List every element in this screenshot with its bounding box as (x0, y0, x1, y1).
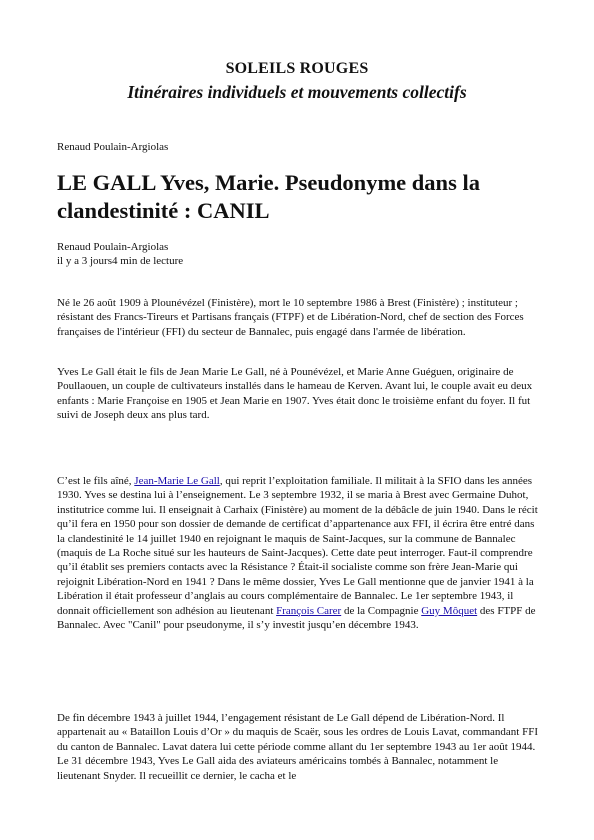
read-time: il y a 3 jours4 min de lecture (57, 255, 184, 267)
paragraph-resistance (57, 474, 541, 632)
link-jean-marie-le-gall[interactable]: Jean-Marie Le Gall (134, 475, 220, 487)
site-title: SOLEILS ROUGES (225, 60, 369, 77)
paragraph-liberation-nord: De fin décembre 1943 à juillet 1944, l’engagement résistant de Le Gall dépend de Libération-Nord. Il appartenait au « Bataillon Louis d’Or » du maquis de Scaër, sous les ordres de Louis Lavat, commandant FFI du canton de Bannalec. Lavat datera lui cette période comme allant du 1er septembre 1943 au 1er août 1944. Le 31 décembre 1943, Yves Le Gall aida des aviateurs américains tombés à Bannalec, notamment le lieutenant Snyder. Il recueillit ce dernier, le cacha et le (57, 712, 539, 782)
article-meta (57, 240, 183, 268)
text-segment: C’est le fils aîné, (57, 475, 135, 487)
author-byline-top: Renaud Poulain-Argiolas (57, 141, 169, 153)
author-name: Renaud Poulain-Argiolas (57, 241, 169, 253)
text-segment: , qui reprit l’exploitation familiale. Il militait à la SFIO dans les années 1930. Yves se destina lui à l’enseignement. Le 3 septembre 1932, il se maria à Brest avec Germaine Duhot, institutrice comme lui. Il enseignait à Carhaix (Finistère) au moment de la débâcle de juin 1940. Dans le récit qu’il fera en 1950 pour son dossier de demande de certificat d’appartenance aux FFI, il écrira être entré dans la clandestinité le 14 juillet 1940 en rejoignant le maquis de Saint-Jacques, sur la commune de Bannalec (maquis de La Roche situé sur les hauteurs de Saint-Jacques). Cette date peut interroger. Faut-il comprendre qu’il établit ses premiers contacts avec la Résistance ? Était-il socialiste comme son frère Jean-Marie qui rejoignit Libération-Nord en 1941 ? Dans le même dossier, Yves Le Gall mentionne que de janvier 1941 à la Libération il était professeur d’anglais au cours complémentaire de Bannalec. Le 1er septembre 1943, il donnait officiellement son adhésion au lieutenant (57, 475, 538, 617)
text-segment: des FTPF de Bannalec. Avec "Canil" pour pseudonyme, il s’y investit jusqu’en décembre 1943. (57, 604, 536, 632)
site-subtitle: Itinéraires individuels et mouvements collectifs (127, 82, 467, 102)
article-title: LE GALL Yves, Marie. Pseudonyme dans la clandestinité : CANIL (57, 170, 480, 223)
link-guy-moquet[interactable]: Guy Môquet (421, 604, 478, 617)
paragraph-intro: Né le 26 août 1909 à Plounévézel (Finistère), mort le 10 septembre 1986 à Brest (Finistère) ; instituteur ; résistant des Francs-Tireurs et Partisans français (FTPF) et de Libération-Nord, chef de section des Forces françaises de l'intérieur (FFI) du secteur de Bannalec, puis engagé dans l'armée de libération. (57, 297, 524, 338)
paragraph-family: Yves Le Gall était le fils de Jean Marie Le Gall, né à Pounévézel, et Marie Anne Guéguen, originaire de Poullaouen, un couple de cultivateurs installés dans le hameau de Kerven. Avant lui, le couple avait eu deux enfants : Marie Françoise en 1905 et Jean Marie en 1907. Yves était donc le troisième enfant du foyer. Il fut suivi de Joseph deux ans plus tard. (57, 366, 533, 422)
text-segment: de la Compagnie (341, 604, 422, 617)
link-francois-carer[interactable]: François Carer (276, 604, 342, 617)
